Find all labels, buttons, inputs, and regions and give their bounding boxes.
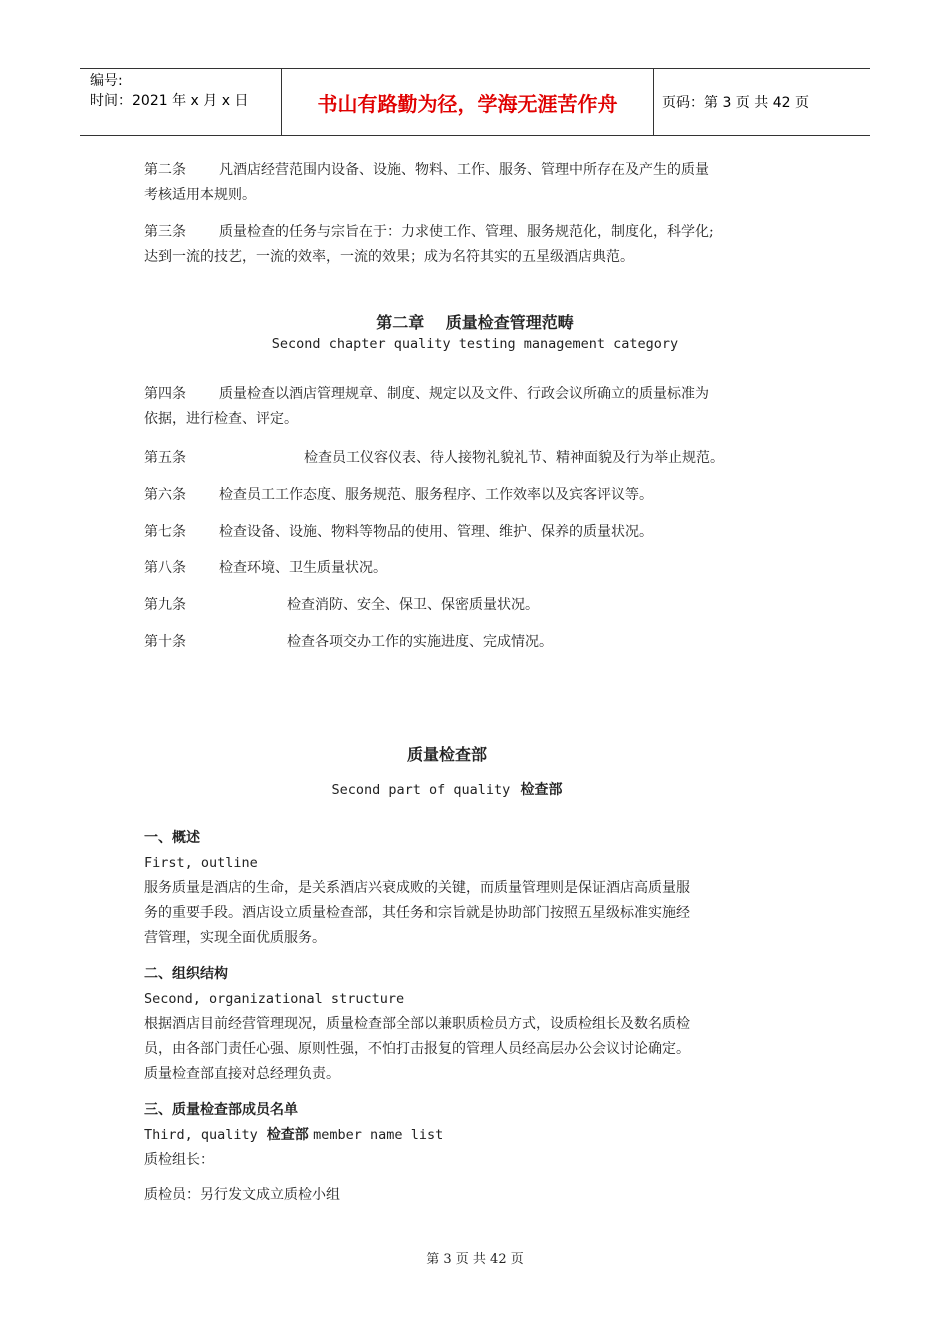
article-10 [144, 631, 553, 651]
number-label: 编号: [90, 73, 123, 89]
article-label: 第六条 [144, 487, 186, 503]
section-title-en: First, outline [144, 855, 258, 871]
article-4 [144, 382, 814, 432]
chapter-2-title-en: Second chapter quality testing management category [271, 336, 679, 352]
article-text: 检查消防、安全、保卫、保密质量状况。 [287, 597, 539, 613]
section-title-en: Second, organizational structure [144, 991, 405, 1007]
header-motto: 书山有路勤为径，学海无涯苦作舟 [282, 69, 654, 135]
section-structure [144, 962, 814, 1087]
header-page-info: 页码：第 3 页 共 42 页 [662, 95, 809, 111]
section-overview [144, 826, 814, 951]
article-label: 第五条 [144, 450, 186, 466]
article-9 [144, 594, 539, 614]
article-5 [144, 447, 724, 467]
article-text: 检查各项交办工作的实施进度、完成情况。 [287, 634, 553, 650]
article-text: 检查设备、设施、物料等物品的使用、管理、维护、保养的质量状况。 [219, 524, 653, 540]
chapter-2-title: 第二章 质量检查管理范畴 [376, 313, 574, 332]
section-title: 二、组织结构 [144, 966, 228, 982]
article-text: 检查员工仪容仪表、待人接物礼貌礼节、精神面貌及行为举止规范。 [304, 450, 724, 466]
section-members [144, 1098, 814, 1208]
article-text-cont: 达到一流的技艺，一流的效率，一流的效果；成为名符其实的五星级酒店典范。 [144, 249, 634, 265]
article-text: 质量检查以酒店管理规章、制度、规定以及文件、行政会议所确立的质量标准为 [219, 386, 709, 402]
section-title: 三、质量检查部成员名单 [144, 1102, 298, 1118]
section-title-en-b: member name list [313, 1127, 444, 1143]
section-title-en-a: Third, quality [144, 1127, 258, 1143]
section-body-line: 务的重要手段。酒店设立质量检查部，其任务和宗旨就是协助部门按照五星级标准实施经 [144, 905, 690, 921]
article-6 [144, 484, 653, 504]
article-label: 第十条 [144, 634, 186, 650]
time-label: 时间：2021 年 x 月 x 日 [90, 93, 249, 109]
members-line: 质检员：另行发文成立质检小组 [144, 1187, 340, 1203]
article-label: 第二条 [144, 162, 186, 178]
leader-line: 质检组长： [144, 1152, 214, 1168]
article-label: 第四条 [144, 386, 186, 402]
section-body-line: 营管理，实现全面优质服务。 [144, 930, 326, 946]
article-label: 第七条 [144, 524, 186, 540]
article-2 [144, 158, 814, 208]
article-text-cont: 依据，进行检查、评定。 [144, 411, 298, 427]
section-body-line: 质量检查部直接对总经理负责。 [144, 1066, 340, 1082]
dept-title: 质量检查部 [406, 745, 487, 764]
section-body-line: 员，由各部门责任心强、原则性强，不怕打击报复的管理人员经高层办公会议讨论确定。 [144, 1041, 690, 1057]
article-label: 第九条 [144, 597, 186, 613]
page-header [80, 68, 870, 136]
section-body-line: 根据酒店目前经营管理现况，质量检查部全部以兼职质检员方式，设质检组长及数名质检 [144, 1016, 690, 1032]
article-label: 第八条 [144, 560, 186, 576]
article-text: 检查环境、卫生质量状况。 [219, 560, 387, 576]
dept-title-en-cn: 检查部 [520, 782, 563, 798]
header-meta [80, 69, 282, 135]
article-3 [144, 220, 814, 270]
article-label: 第三条 [144, 224, 186, 240]
section-body-line: 服务质量是酒店的生命，是关系酒店兴衰成败的关键，而质量管理则是保证酒店高质量服 [144, 880, 690, 896]
section-title-en [144, 1123, 814, 1148]
article-text: 凡酒店经营范围内设备、设施、物料、工作、服务、管理中所存在及产生的质量 [219, 162, 709, 178]
section-title-en-cn: 检查部 [266, 1127, 309, 1143]
article-text: 质量检查的任务与宗旨在于：力求使工作、管理、服务规范化，制度化，科学化; [219, 224, 714, 240]
article-text: 检查员工工作态度、服务规范、服务程序、工作效率以及宾客评议等。 [219, 487, 653, 503]
page-footer: 第 3 页 共 42 页 [426, 1252, 524, 1267]
article-7 [144, 521, 653, 541]
dept-title-en-text: Second part of quality [331, 782, 511, 798]
section-title: 一、概述 [144, 830, 200, 846]
article-text-cont: 考核适用本规则。 [144, 187, 256, 203]
dept-title-en [112, 779, 782, 799]
article-8 [144, 557, 387, 577]
